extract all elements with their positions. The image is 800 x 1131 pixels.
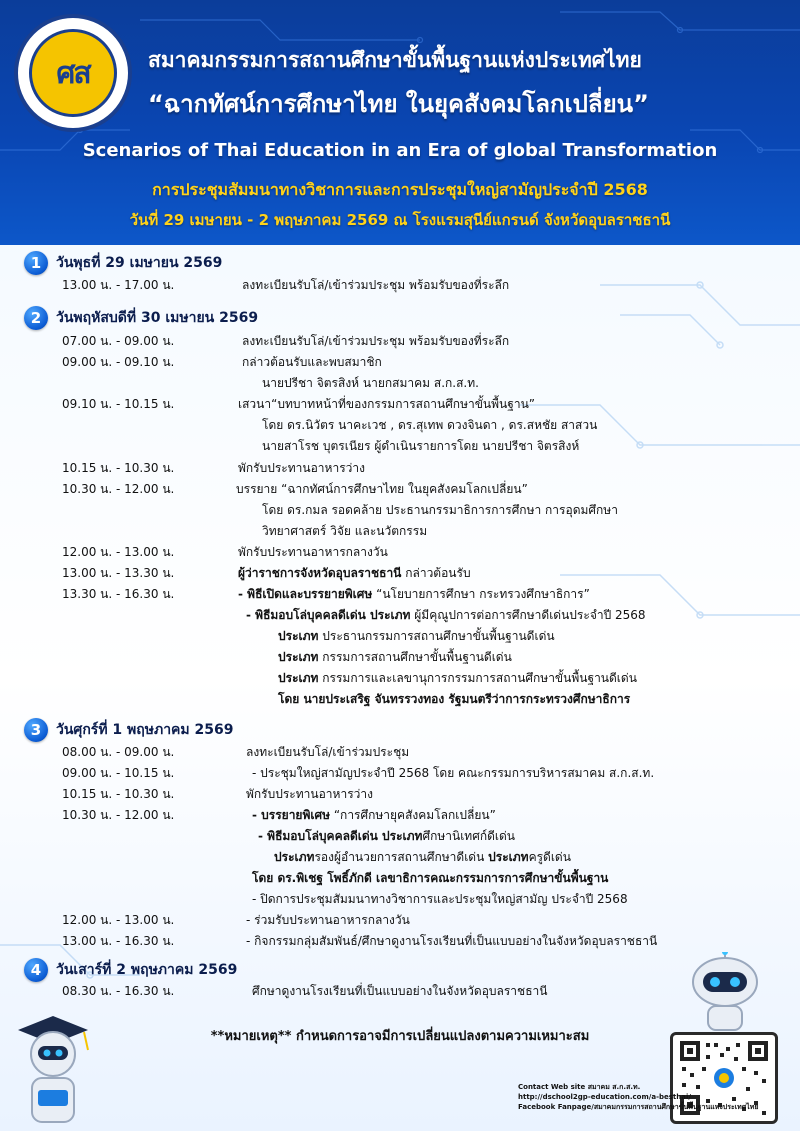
day-title: วันพฤหัสบดีที่ 30 เมษายน 2569	[56, 310, 259, 326]
schedule-bold-text: ประเภท	[278, 650, 319, 664]
schedule-entry	[238, 585, 590, 603]
schedule-text: บรรยาย “ฉากทัศน์การศึกษาไทย ในยุคสังคมโลกเปลี่ยน”	[236, 482, 528, 496]
schedule-text: ลงทะเบียนรับโล่/เข้าร่วมประชุม	[246, 745, 410, 759]
schedule-time: 08.30 น. - 16.30 น.	[62, 984, 175, 998]
schedule-bold-text: โดย ดร.พิเชฐ โพธิ์ภักดี เลขาธิการคณะกรรมการการศึกษาขั้นพื้นฐาน	[252, 871, 609, 885]
schedule-entry	[278, 648, 512, 666]
schedule-text: ศึกษาดูงานโรงเรียนที่เป็นแบบอย่างในจังหวัดอุบลราชธานี	[252, 984, 548, 998]
schedule-text: รองผู้อำนวยการสถานศึกษาดีเด่น	[314, 850, 489, 864]
schedule-text: พักรับประทานอาหารว่าง	[238, 461, 365, 475]
day-3-header	[24, 718, 234, 742]
schedule-time: 13.00 น. - 13.30 น.	[62, 566, 175, 580]
schedule-time: 13.30 น. - 16.30 น.	[62, 587, 175, 601]
schedule-text: “นโยบายการศึกษา กระทรวงศึกษาธิการ”	[372, 587, 590, 601]
schedule-entry	[246, 606, 646, 624]
schedule-text: ผู้มีคุณูปการต่อการศึกษาดีเด่นประจำปี 2568	[410, 608, 646, 622]
schedule-bold-text: - พิธีมอบโล่บุคคลดีเด่น ประเภท	[246, 608, 411, 622]
schedule-text: นายสาโรช บุตรเนียร ผู้ดำเนินรายการโดย นายปรีชา จิตรสิงห์	[262, 439, 580, 453]
robot-mascot-illustration	[670, 952, 780, 1032]
schedule-time: 09.00 น. - 10.15 น.	[62, 766, 175, 780]
schedule-bold-text: ประเภท	[278, 671, 319, 685]
schedule-time: 13.00 น. - 17.00 น.	[62, 278, 175, 292]
graduate-robot-illustration	[8, 1010, 98, 1128]
association-logo	[14, 14, 132, 132]
schedule-text: ลงทะเบียนรับโล่/เข้าร่วมประชุม พร้อมรับของที่ระลึก	[242, 278, 510, 292]
schedule-text: โดย ดร.กมล รอดคล้าย ประธานกรรมาธิการการศึกษา การอุดมศึกษา	[262, 503, 618, 517]
day-number-badge: 3	[24, 718, 48, 742]
schedule-text: ประธานกรรมการสถานศึกษาขั้นพื้นฐานดีเด่น	[318, 629, 555, 643]
schedule-entry	[252, 869, 608, 887]
contact-info	[518, 1082, 778, 1112]
schedule-text: กล่าวต้อนรับ	[401, 566, 471, 580]
day-1-header	[24, 251, 222, 275]
day-2-header	[24, 306, 258, 330]
schedule-time: 09.10 น. - 10.15 น.	[62, 397, 175, 411]
schedule-text: - กิจกรรมกลุ่มสัมพันธ์/ศึกษาดูงานโรงเรียนที่เป็นแบบอย่างในจังหวัดอุบลราชธานี	[246, 934, 658, 948]
day-4-header	[24, 958, 237, 982]
schedule-time: 10.15 น. - 10.30 น.	[62, 461, 175, 475]
schedule-entry	[278, 690, 630, 708]
day-title: วันพุธที่ 29 เมษายน 2569	[56, 255, 223, 271]
schedule-text: พักรับประทานอาหารว่าง	[246, 787, 373, 801]
schedule-bold-text: ประเภท	[278, 629, 319, 643]
schedule-text: ศึกษานิเทศก์ดีเด่น	[422, 829, 515, 843]
schedule-time: 13.00 น. - 16.30 น.	[62, 934, 175, 948]
schedule-time: 10.30 น. - 12.00 น.	[62, 482, 175, 496]
schedule-text: กล่าวต้อนรับและพบสมาชิก	[242, 355, 382, 369]
logo-emblem	[29, 29, 117, 117]
schedule-text: เสวนา“บทบาทหน้าที่ของกรรมการสถานศึกษาขั้นพื้นฐาน”	[238, 397, 536, 411]
schedule-bold-text: - พิธีมอบโล่บุคคลดีเด่น ประเภท	[258, 829, 423, 843]
schedule-text: โดย ดร.นิวัตร นาคะเวช , ดร.สุเทพ ดวงจินดา , ดร.สหชัย สาสวน	[262, 418, 598, 432]
schedule-bold-text: ประเภท	[274, 850, 315, 864]
schedule-time: 10.30 น. - 12.00 น.	[62, 808, 175, 822]
schedule-entry	[274, 848, 571, 866]
logo-mark: ศส	[56, 55, 90, 91]
schedule-text: กรรมการสถานศึกษาขั้นพื้นฐานดีเด่น	[318, 650, 512, 664]
contact-website-url[interactable]: http://dschool2gp-education.com/a-besthai/	[518, 1093, 691, 1101]
day-title: วันศุกร์ที่ 1 พฤษภาคม 2569	[56, 722, 234, 738]
schedule-bold-text: ประเภท	[488, 850, 529, 864]
day-number-badge: 1	[24, 251, 48, 275]
event-date-venue: วันที่ 29 เมษายน - 2 พฤษภาคม 2569 ณ โรงแรมสุนีย์แกรนด์ จังหวัดอุบลราชธานี	[129, 211, 671, 229]
schedule-time: 12.00 น. - 13.00 น.	[62, 913, 175, 927]
event-theme-english: Scenarios of Thai Education in an Era of global Transformation	[82, 140, 718, 161]
contact-website-label: Contact Web site สมาคม ส.ก.ส.ท.	[518, 1083, 641, 1091]
contact-facebook[interactable]: Facebook Fanpage/สมาคมกรรมการสถานศึกษาขั้นพื้นฐานแห่งประเทศไทย	[518, 1103, 759, 1111]
schedule-text: - ร่วมรับประทานอาหารกลางวัน	[246, 913, 410, 927]
schedule-text: นายปรีชา จิตรสิงห์ นายกสมาคม ส.ก.ส.ท.	[262, 376, 479, 390]
schedule-time: 10.15 น. - 10.30 น.	[62, 787, 175, 801]
schedule-entry	[278, 627, 555, 645]
schedule-time: 09.00 น. - 09.10 น.	[62, 355, 175, 369]
schedule-bold-text: - พิธีเปิดและบรรยายพิเศษ	[238, 587, 373, 601]
schedule-time: 12.00 น. - 13.00 น.	[62, 545, 175, 559]
schedule-bold-text: โดย นายประเสริฐ จันทรรวงทอง รัฐมนตรีว่าการกระทรวงศึกษาธิการ	[278, 692, 631, 706]
schedule-note: **หมายเหตุ** กำหนดการอาจมีการเปลี่ยนแปลงตามความเหมาะสม	[210, 1029, 590, 1044]
schedule-text: วิทยาศาสตร์ วิจัย และนวัตกรรม	[262, 524, 428, 538]
schedule-bold-text: - บรรยายพิเศษ	[252, 808, 331, 822]
schedule-entry	[238, 564, 471, 582]
schedule-entry	[278, 669, 637, 687]
schedule-bold-text: ผู้ว่าราชการจังหวัดอุบลราชธานี	[238, 566, 402, 580]
day-title: วันเสาร์ที่ 2 พฤษภาคม 2569	[56, 962, 238, 978]
day-number-badge: 4	[24, 958, 48, 982]
header-banner	[0, 0, 800, 245]
association-name: สมาคมกรรมการสถานศึกษาขั้นพื้นฐานแห่งประเทศไทย	[148, 48, 642, 72]
schedule-text: พักรับประทานอาหารกลางวัน	[238, 545, 388, 559]
schedule-time: 08.00 น. - 09.00 น.	[62, 745, 175, 759]
schedule-time: 07.00 น. - 09.00 น.	[62, 334, 175, 348]
day-number-badge: 2	[24, 306, 48, 330]
event-theme-thai: “ฉากทัศน์การศึกษาไทย ในยุคสังคมโลกเปลี่ยน”	[148, 90, 649, 118]
schedule-text: - ประชุมใหญ่สามัญประจำปี 2568 โดย คณะกรรมการบริหารสมาคม ส.ก.ส.ท.	[252, 766, 655, 780]
schedule-text: - ปิดการประชุมสัมมนาทางวิชาการและประชุมใหญ่สามัญ ประจำปี 2568	[252, 892, 628, 906]
schedule-text: กรรมการและเลขานุการกรรมการสถานศึกษาขั้นพื้นฐานดีเด่น	[318, 671, 637, 685]
schedule-text: “การศึกษายุคสังคมโลกเปลี่ยน”	[330, 808, 496, 822]
schedule-text: ลงทะเบียนรับโล่/เข้าร่วมประชุม พร้อมรับของที่ระลึก	[242, 334, 510, 348]
event-subtitle: การประชุมสัมมนาทางวิชาการและการประชุมใหญ่สามัญประจำปี 2568	[152, 180, 648, 199]
schedule-entry	[258, 827, 515, 845]
schedule-text: ครูดีเด่น	[528, 850, 571, 864]
schedule-entry	[252, 806, 496, 824]
